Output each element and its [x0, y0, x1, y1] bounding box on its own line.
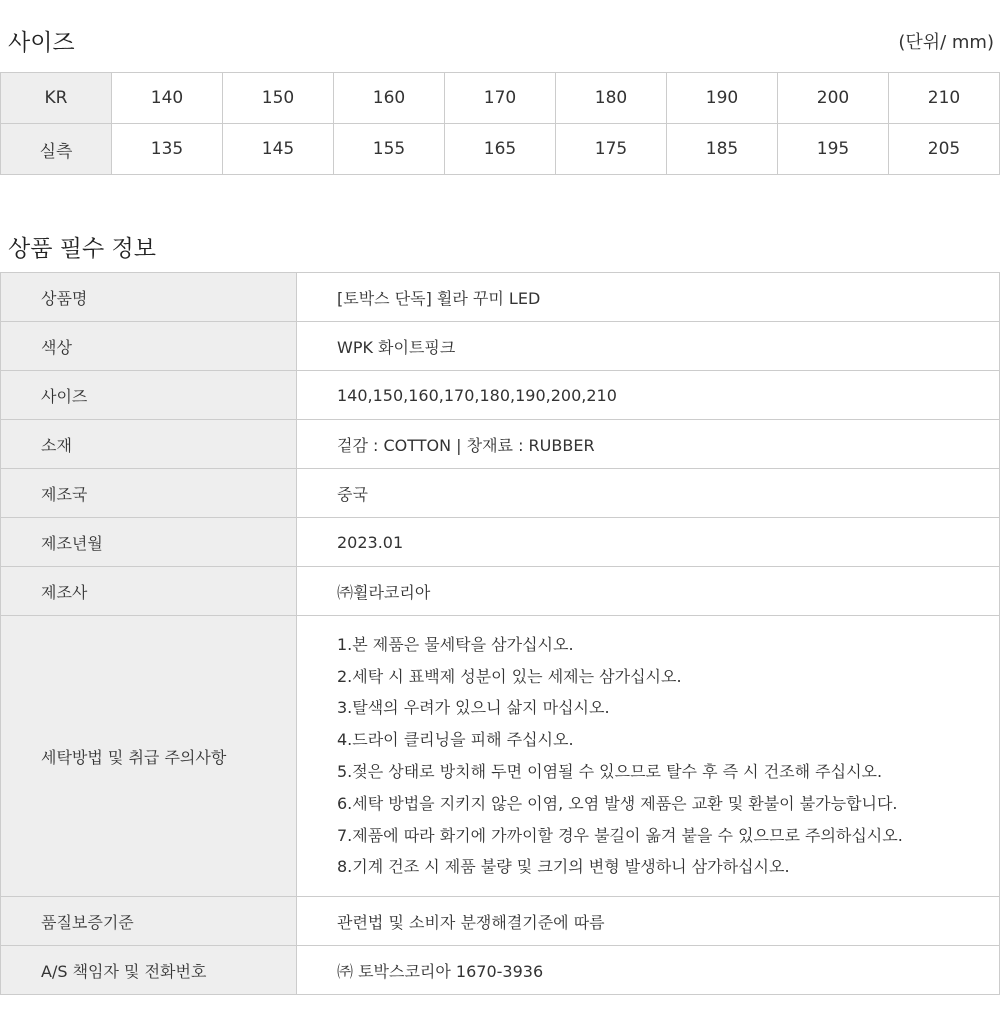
info-value: [토박스 단독] 휠라 꾸미 LED — [297, 273, 1000, 322]
size-cell: 155 — [334, 124, 445, 175]
size-row-label: KR — [1, 73, 112, 124]
care-instructions-list — [337, 629, 999, 883]
size-table-body — [1, 73, 1000, 175]
size-table — [0, 72, 1000, 175]
care-instruction-item: 1.본 제품은 물세탁을 삼가십시오. — [337, 634, 574, 654]
info-row — [1, 420, 1000, 469]
info-label: 소재 — [1, 420, 297, 469]
size-cell: 170 — [445, 73, 556, 124]
care-instructions-value — [297, 616, 1000, 897]
info-row — [1, 518, 1000, 567]
info-row — [1, 897, 1000, 946]
info-value: 중국 — [297, 469, 1000, 518]
care-instruction-item: 3.탈색의 우려가 있으니 삶지 마십시오. — [337, 698, 610, 718]
info-label: 사이즈 — [1, 371, 297, 420]
care-instruction-item: 4.드라이 클리닝을 피해 주십시오. — [337, 730, 574, 750]
info-value: 겉감 : COTTON | 창재료 : RUBBER — [297, 420, 1000, 469]
size-cell: 150 — [223, 73, 334, 124]
size-cell: 165 — [445, 124, 556, 175]
care-instructions-label: 세탁방법 및 취급 주의사항 — [1, 616, 297, 897]
product-info-table — [0, 272, 1000, 995]
info-value: WPK 화이트핑크 — [297, 322, 1000, 371]
size-cell: 175 — [556, 124, 667, 175]
care-instruction-item: 2.세탁 시 표백제 성분이 있는 세제는 삼가십시오. — [337, 666, 682, 686]
info-value: ㈜ 토박스코리아 1670-3936 — [297, 946, 1000, 995]
size-cell: 185 — [667, 124, 778, 175]
info-label: 색상 — [1, 322, 297, 371]
info-label: 제조사 — [1, 567, 297, 616]
size-cell: 210 — [889, 73, 1000, 124]
info-value: 140,150,160,170,180,190,200,210 — [297, 371, 1000, 420]
size-row — [1, 124, 1000, 175]
info-row — [1, 946, 1000, 995]
info-label: 상품명 — [1, 273, 297, 322]
size-cell: 140 — [112, 73, 223, 124]
size-section-title: 사이즈 — [8, 30, 75, 56]
info-row — [1, 371, 1000, 420]
size-cell: 160 — [334, 73, 445, 124]
info-value: ㈜휠라코리아 — [297, 567, 1000, 616]
info-row — [1, 322, 1000, 371]
info-label: 제조년월 — [1, 518, 297, 567]
size-row-label: 실측 — [1, 124, 112, 175]
info-row — [1, 469, 1000, 518]
care-instruction-item: 5.젖은 상태로 방치해 두면 이염될 수 있으므로 탈수 후 즉 시 건조해 주십시오. — [337, 762, 883, 781]
info-value: 2023.01 — [297, 518, 1000, 567]
info-value: 관련법 및 소비자 분쟁해결기준에 따름 — [297, 897, 1000, 946]
size-unit-label: (단위/ mm) — [898, 32, 994, 53]
info-row — [1, 567, 1000, 616]
product-info-table-body — [1, 273, 1000, 995]
size-row — [1, 73, 1000, 124]
info-label: 품질보증기준 — [1, 897, 297, 946]
size-cell: 135 — [112, 124, 223, 175]
info-label: A/S 책임자 및 전화번호 — [1, 946, 297, 995]
size-cell: 200 — [778, 73, 889, 124]
care-instruction-item: 8.기계 건조 시 제품 불량 및 크기의 변형 발생하니 삼가하십시오. — [337, 857, 790, 877]
size-cell: 195 — [778, 124, 889, 175]
size-cell: 190 — [667, 73, 778, 124]
care-instructions-row — [1, 616, 1000, 897]
product-info-title: 상품 필수 정보 — [8, 236, 156, 262]
info-row — [1, 273, 1000, 322]
size-cell: 180 — [556, 73, 667, 124]
info-label: 제조국 — [1, 469, 297, 518]
size-cell: 205 — [889, 124, 1000, 175]
size-cell: 145 — [223, 124, 334, 175]
care-instruction-item: 7.제품에 따라 화기에 가까이할 경우 불길이 옮겨 붙을 수 있으므로 주의하십시오. — [337, 825, 903, 845]
care-instruction-item: 6.세탁 방법을 지키지 않은 이염, 오염 발생 제품은 교환 및 환불이 불가능합니다. — [337, 793, 898, 813]
